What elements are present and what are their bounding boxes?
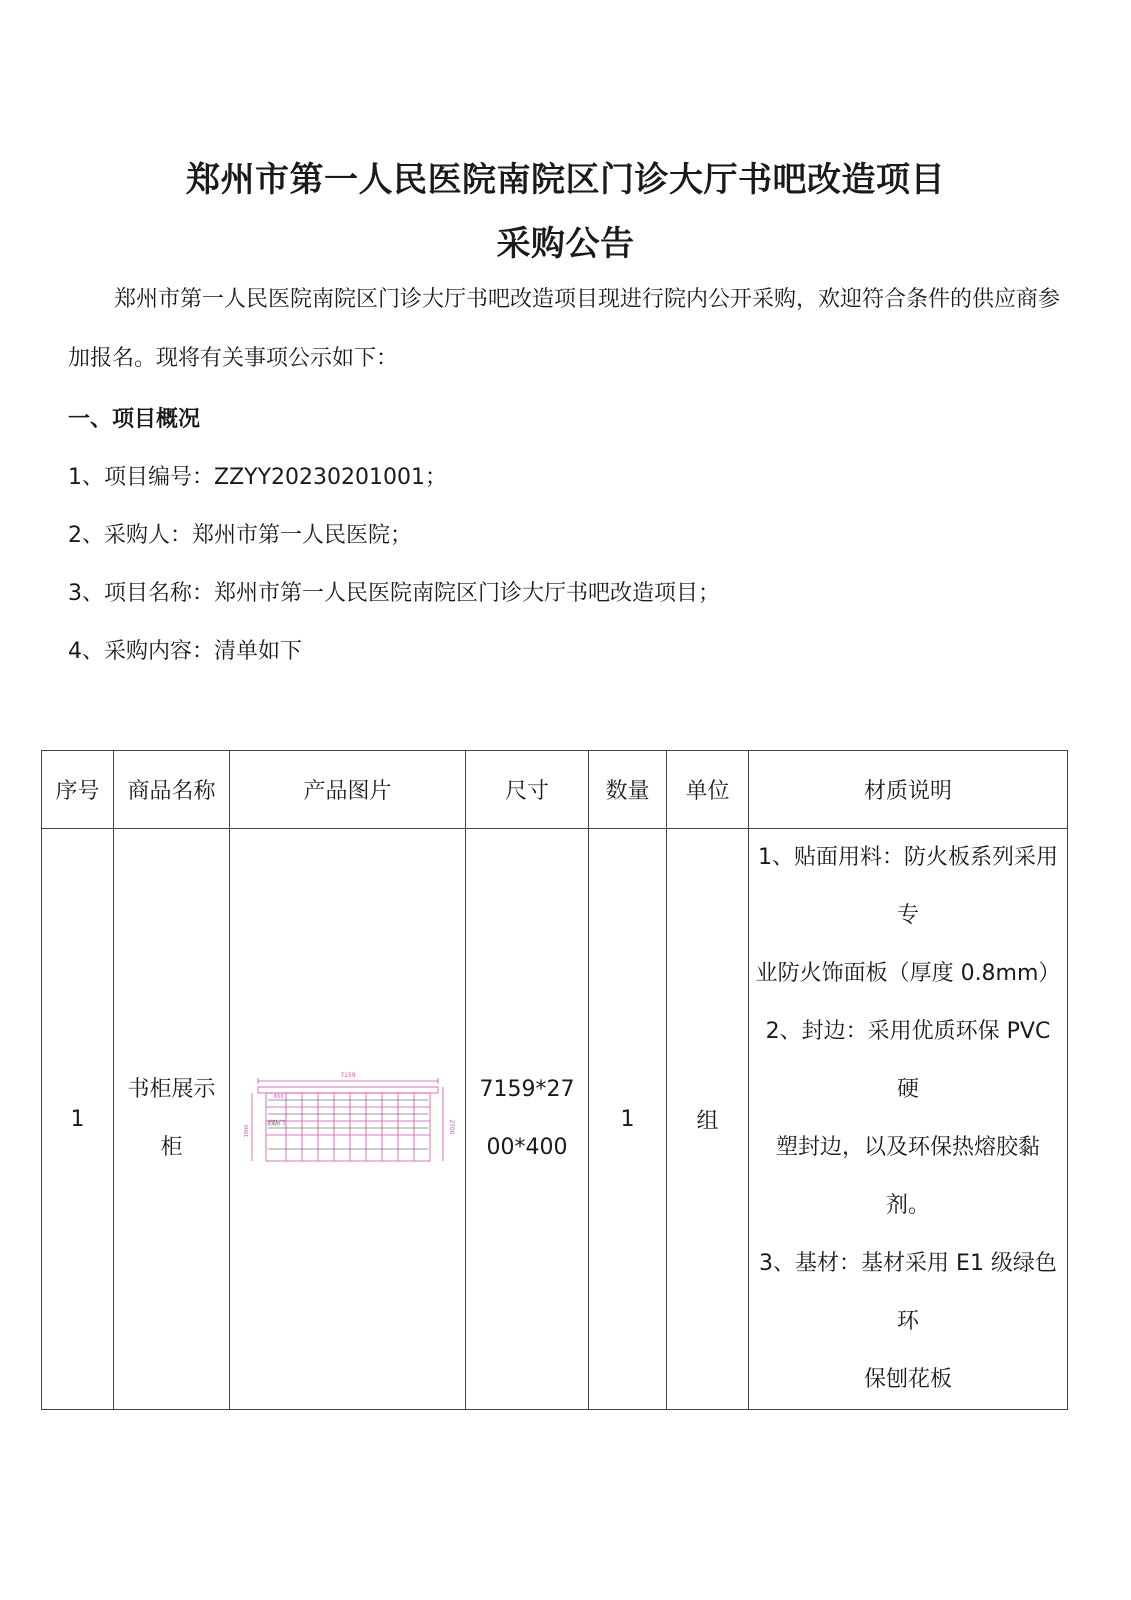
drawing-door-label: 消防门: [266, 1120, 285, 1127]
project-number: 1、项目编号：ZZYY20230201001；: [68, 465, 447, 490]
purchase-content: 4、采购内容：清单如下: [68, 639, 302, 664]
cell-material: [749, 829, 1068, 1410]
header-size: 尺寸: [466, 751, 589, 829]
drawing-width-label: 7159: [339, 1072, 356, 1079]
intro-paragraph: [68, 270, 1068, 388]
size-line-1: 7159*27: [479, 1077, 575, 1102]
bookcase-drawing: [238, 1069, 458, 1169]
drawing-1900-label: 1900: [243, 1124, 250, 1138]
name-line-2: 柜: [160, 1135, 183, 1160]
header-quantity: 数量: [589, 751, 667, 829]
header-index: 序号: [42, 751, 114, 829]
material-line-4: 塑封边，以及环保热熔胶黏剂。: [775, 1135, 1040, 1218]
material-line-5: 3、基材：基材采用 E1 级绿色环: [759, 1251, 1057, 1334]
drawing-650-label: 650: [273, 1094, 284, 1100]
material-line-6: 保刨花板: [863, 1367, 952, 1392]
material-line-1: 1、贴面用料：防火板系列采用专: [758, 845, 1058, 928]
cell-index: 1: [42, 829, 114, 1410]
material-line-3: 2、封边：采用优质环保 PVC 硬: [765, 1019, 1051, 1102]
header-image: 产品图片: [230, 751, 466, 829]
header-material: 材质说明: [749, 751, 1068, 829]
purchaser: 2、采购人：郑州市第一人民医院；: [68, 523, 412, 548]
cell-quantity: 1: [589, 829, 667, 1410]
intro-text: 郑州市第一人民医院南院区门诊大厅书吧改造项目现进行院内公开采购，欢迎符合条件的供应商参加报名。现将有关事项公示如下：: [68, 287, 1061, 371]
procurement-table: [41, 750, 1068, 1410]
cell-name: [114, 829, 230, 1410]
project-name: 3、项目名称：郑州市第一人民医院南院区门诊大厅书吧改造项目；: [68, 581, 720, 606]
section-heading: 一、项目概况: [68, 407, 201, 432]
drawing-height-label: 2700: [447, 1119, 455, 1135]
size-line-2: 00*400: [486, 1135, 568, 1160]
header-unit: 单位: [667, 751, 749, 829]
document-subtitle: 采购公告: [496, 224, 635, 264]
name-line-1: 书柜展示: [127, 1077, 216, 1102]
cell-image: [230, 829, 466, 1410]
material-line-2: 业防火饰面板（厚度 0.8mm）: [755, 961, 1061, 986]
table-header-row: [42, 751, 1068, 829]
cell-unit: 组: [667, 829, 749, 1410]
header-name: 商品名称: [114, 751, 230, 829]
table-row: [42, 829, 1068, 1410]
document-title: 郑州市第一人民医院南院区门诊大厅书吧改造项目: [186, 160, 945, 200]
cell-size: [466, 829, 589, 1410]
